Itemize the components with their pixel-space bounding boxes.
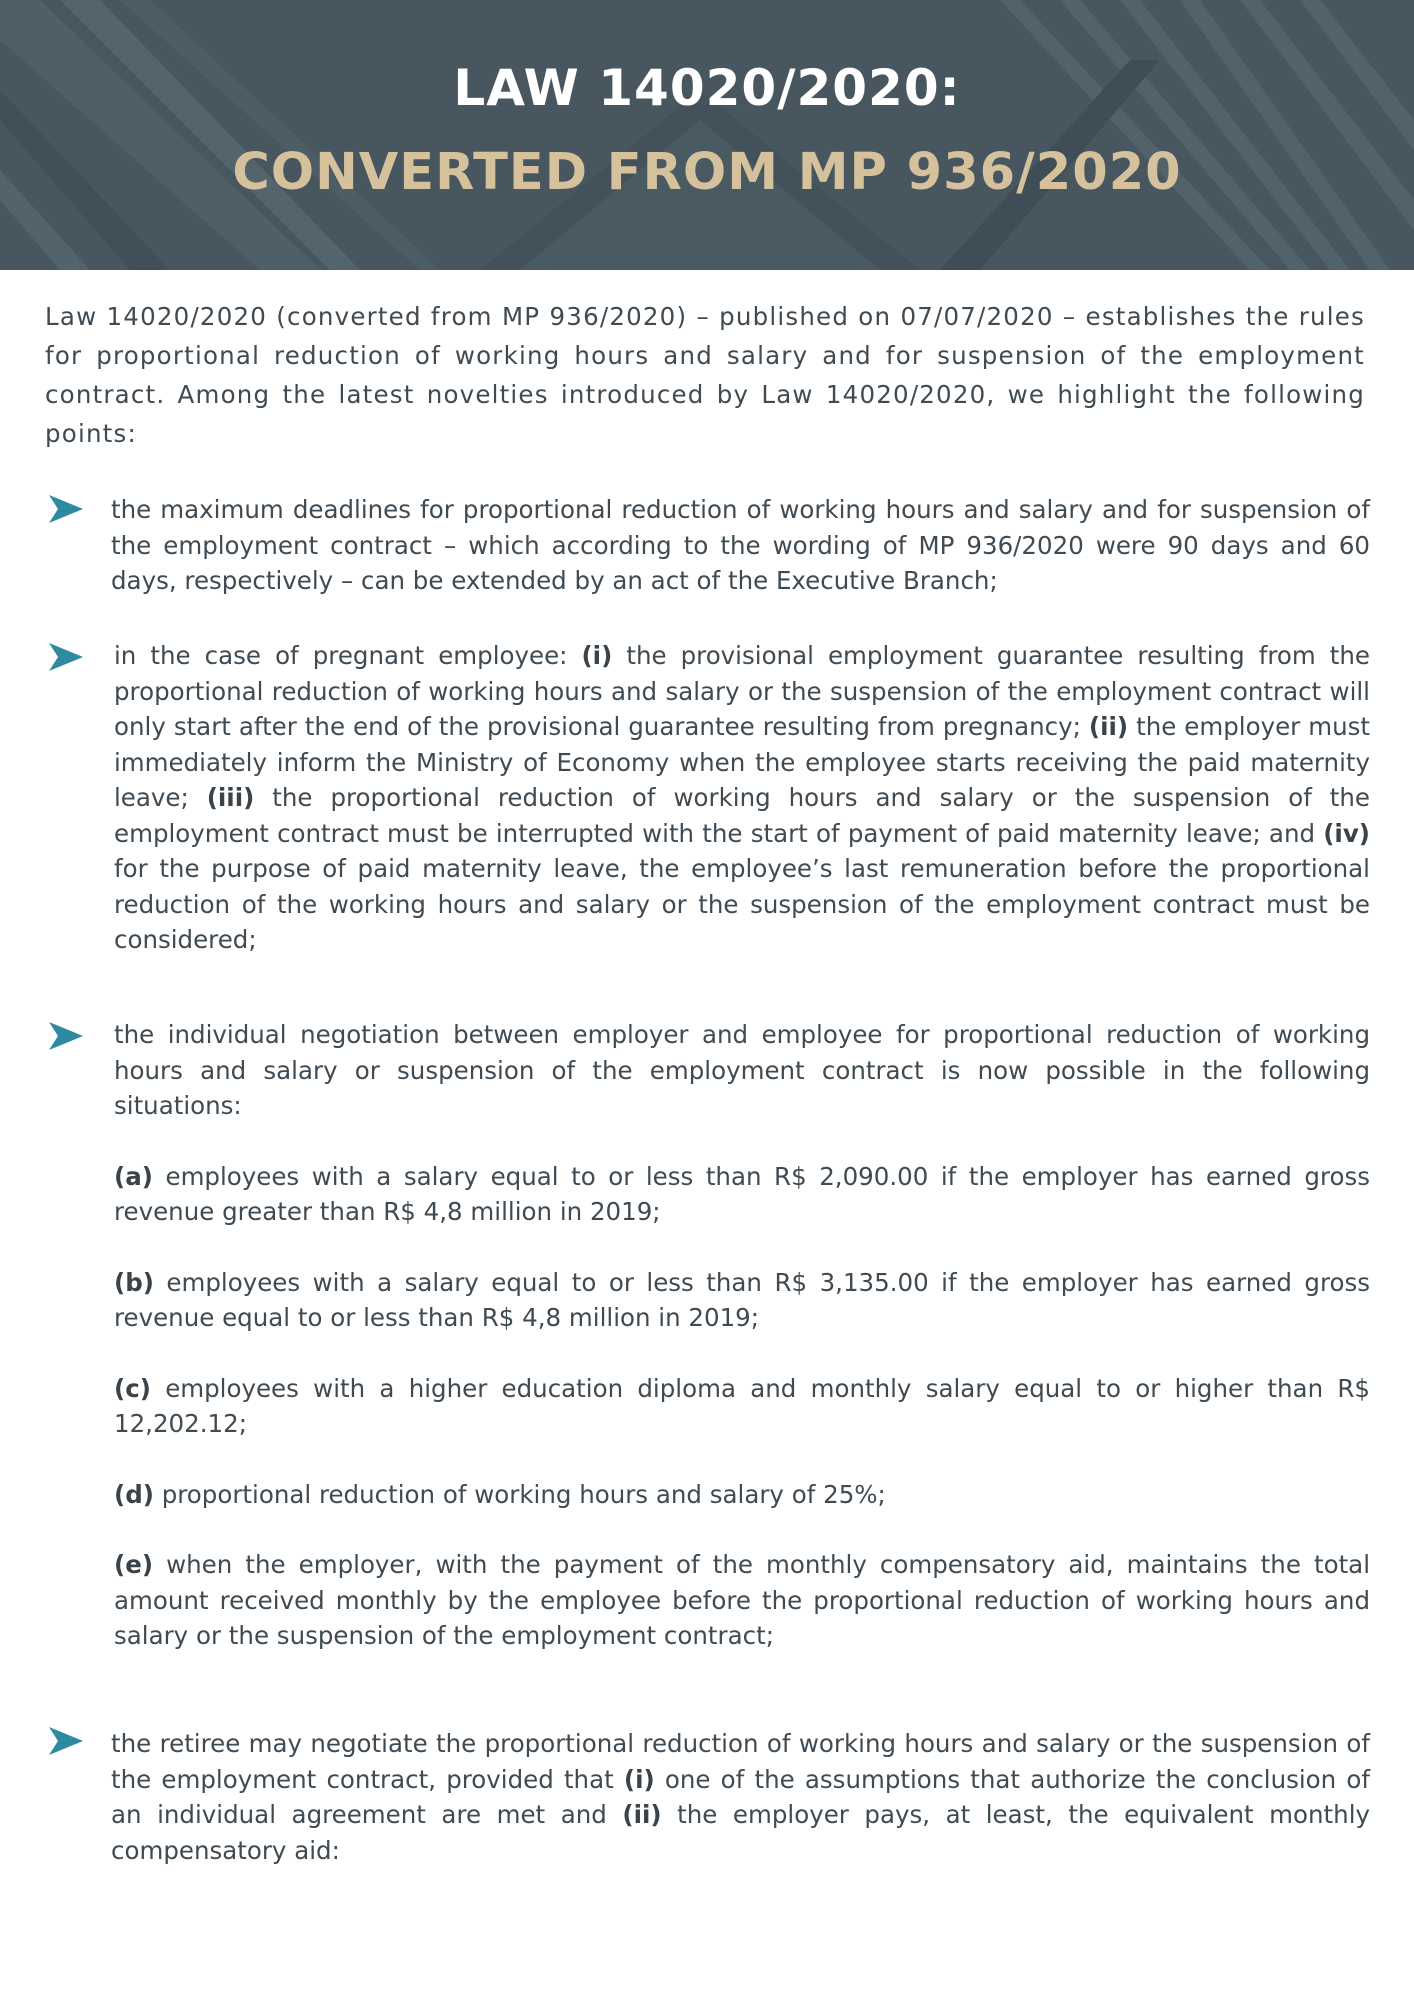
negotiation-lead: the individual negotiation between employer and employee for proportional reduction of working hours and salary or suspension of the employment contract is now possible in the following situations:: [114, 1020, 1370, 1120]
sub-item-a: (a) employees with a salary equal to or less than R$ 2,090.00 if the employer has earned gross revenue greater than R$ 4,8 million in 2019;: [114, 1161, 1370, 1226]
intro-paragraph: Law 14020/2020 (converted from MP 936/2020) – published on 07/07/2020 – establishes the rules for proportional reduction of working hours and salary and for suspension of the employment contract. Among the latest novelties introduced by Law 14020/2020, we highlight the following points:: [45, 302, 1365, 448]
arrow-bullet-icon: [49, 1727, 83, 1755]
sub-item-b: (b) employees with a salary equal to or less than R$ 3,135.00 if the employer has earned gross revenue equal to or less than R$ 4,8 million in 2019;: [114, 1267, 1370, 1332]
marker-i: (i): [581, 641, 613, 670]
marker-i: (i): [623, 1764, 655, 1794]
sub-item-d: (d) proportional reduction of working hours and salary of 25%;: [114, 1479, 886, 1509]
list-item-text: [114, 1017, 1370, 1654]
arrow-bullet-icon: [49, 495, 83, 523]
page-title: LAW 14020/2020:: [453, 59, 961, 117]
marker-ii: (ii): [1088, 712, 1129, 741]
marker-ii: (ii): [622, 1800, 662, 1829]
marker-iii: (iii): [206, 783, 255, 812]
sub-item-c: (c) employees with a higher education diploma and monthly salary equal to or higher than R$ 12,202.12;: [114, 1373, 1370, 1438]
page-subtitle: CONVERTED FROM MP 936/2020: [232, 143, 1182, 202]
list-item-text: the maximum deadlines for proportional reduction of working hours and salary and for suspension of the employment contract – which according to the wording of MP 936/2020 were 90 days and 60 days, respectively – can be extended by an act of the Executive Branch;: [111, 495, 1370, 595]
marker-iv: (iv): [1323, 818, 1370, 848]
arrow-bullet-icon: [49, 643, 83, 671]
title-block: [0, 48, 1414, 218]
sub-item-e: (e) when the employer, with the payment of the monthly compensatory aid, maintains the total amount received monthly by the employee before the proportional reduction of working hours and salary or the suspension of the employment contract;: [114, 1550, 1370, 1650]
arrow-bullet-icon: [49, 1022, 83, 1050]
list-item-text: the retiree may negotiate the proportional reduction of working hours and salary or the suspension of the employment contract, provided that (i) one of the assumptions that authorize the conclusion of an individual agreement are met and (ii) the employer pays, at least, the equivalent monthly compensatory aid:: [111, 1729, 1370, 1865]
list-item-text: in the case of pregnant employee: (i) the provisional employment guarantee resulting from the proportional reduction of working hours and salary or the suspension of the employment contract will only start after the end of the provisional guarantee resulting from pregnancy; (ii) the employer must immediately inform the Ministry of Economy when the employee starts receiving the paid maternity leave; (iii) the proportional reduction of working hours and salary or the suspension of the employment contract must be interrupted with the start of payment of paid maternity leave; and (iv) for the purpose of paid maternity leave, the employee’s last remuneration before the proportional reduction of the working hours and salary or the suspension of the employment contract must be considered;: [114, 641, 1370, 954]
header-banner: [0, 0, 1414, 270]
